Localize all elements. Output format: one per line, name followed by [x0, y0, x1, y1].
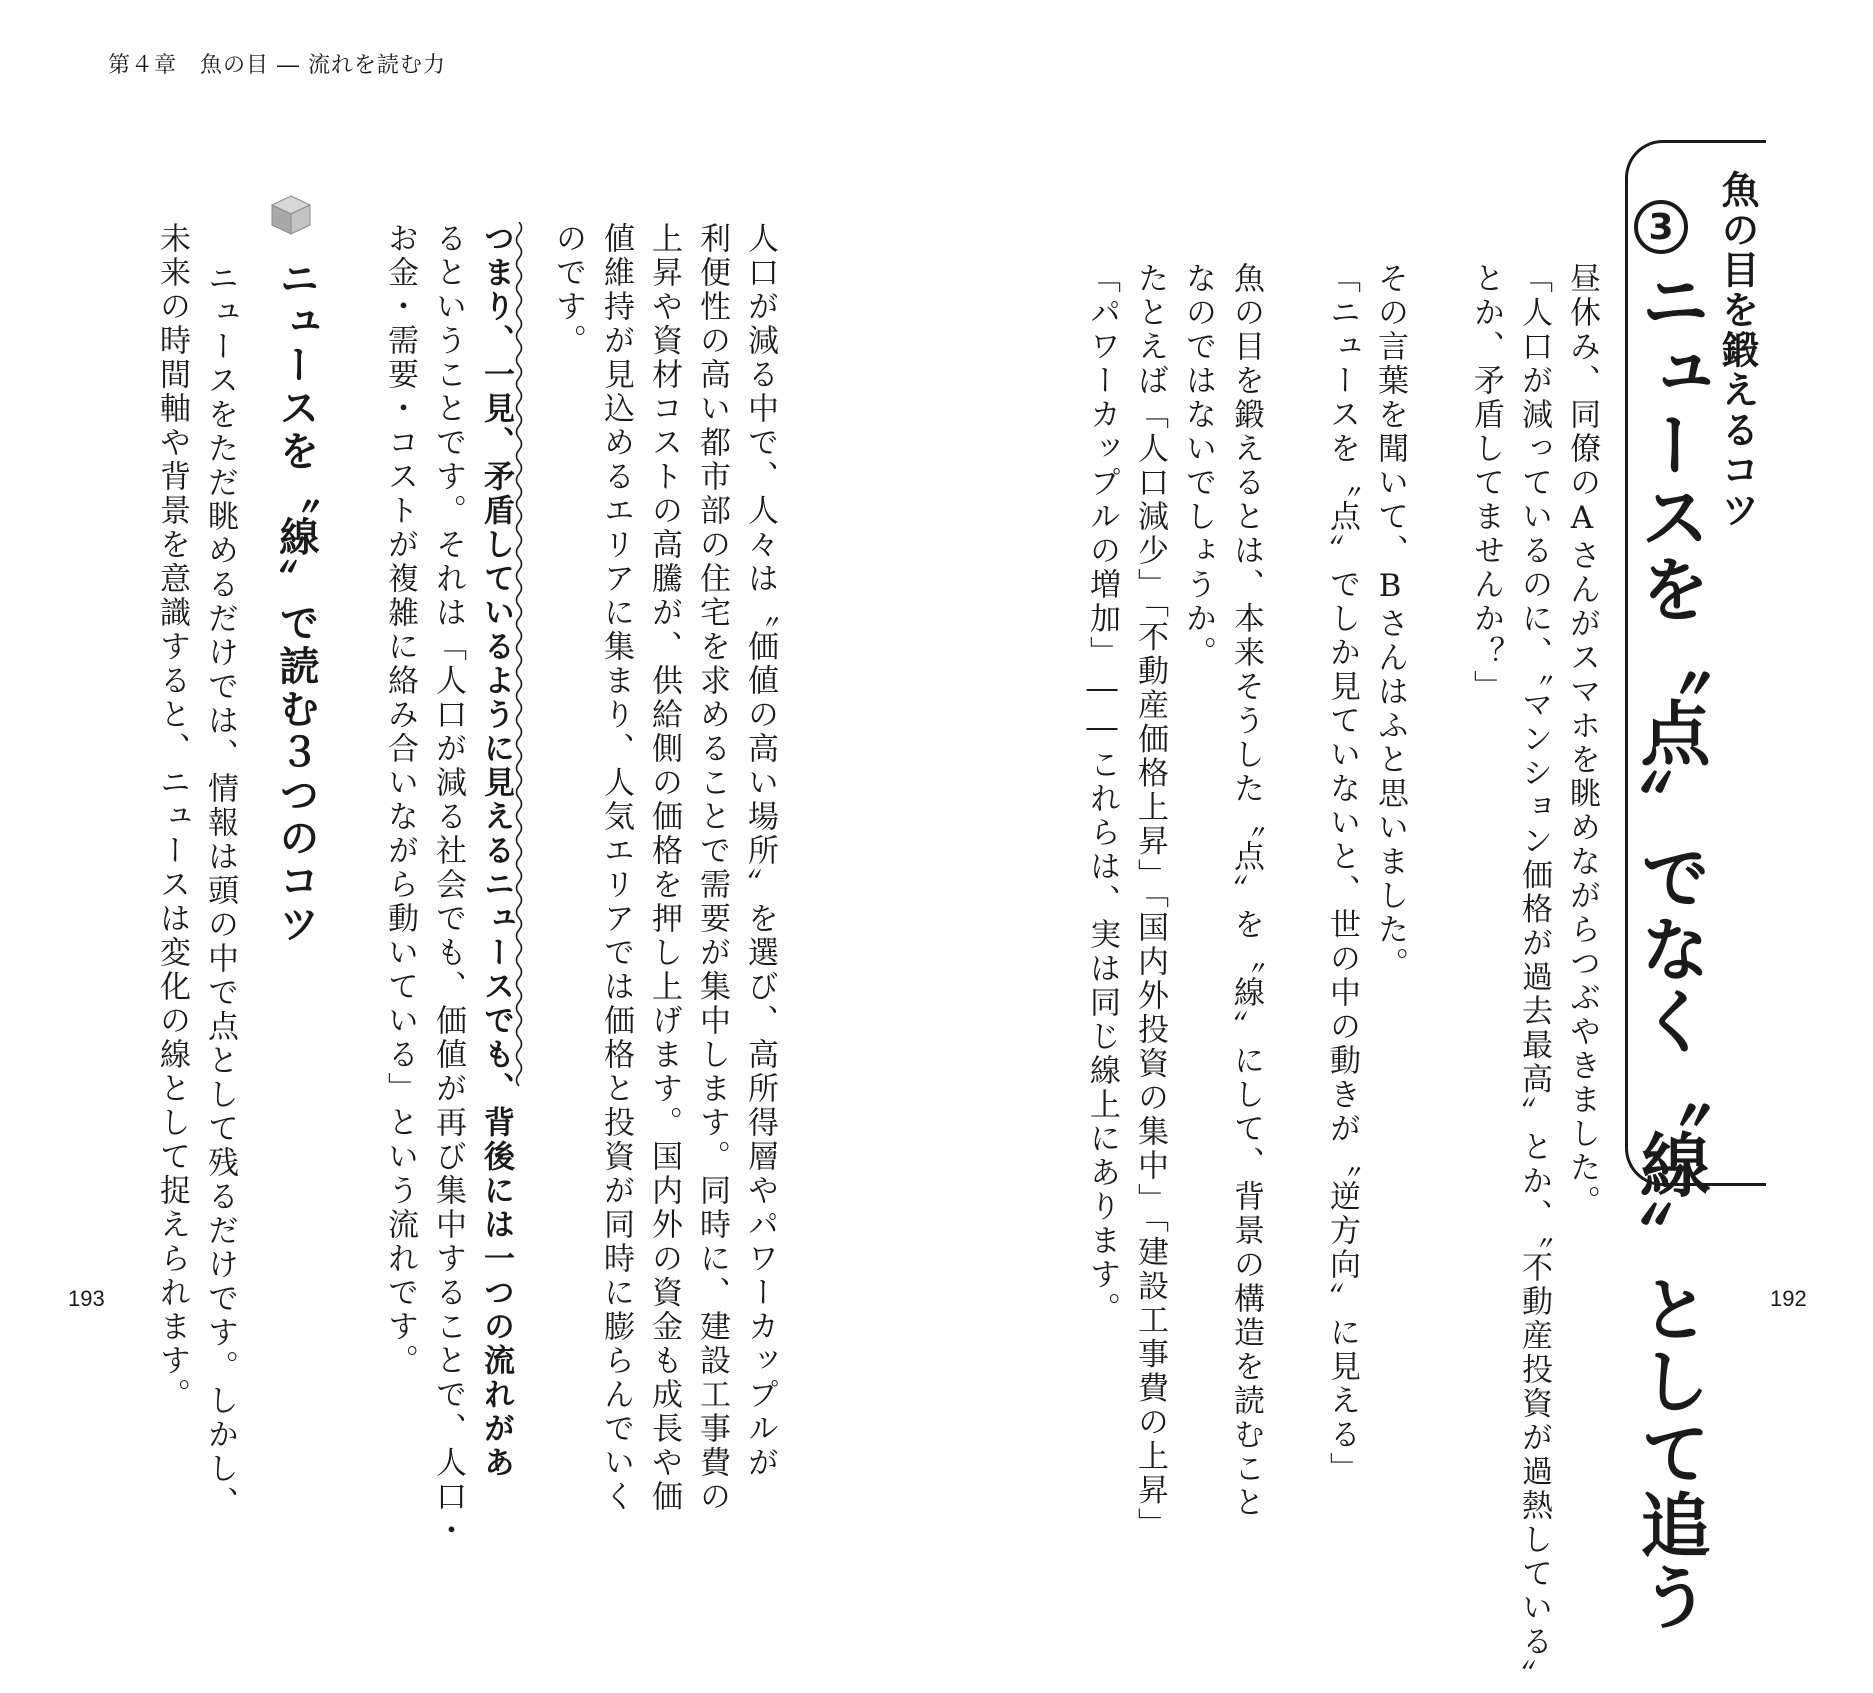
- body-column: 「人口が減っているのに、〝マンション価格が過去最高〟とか、〝不動産投資が過熱している〟: [1516, 262, 1552, 1693]
- page-number-left: 193: [68, 1286, 105, 1311]
- body-column: 上昇や資材コストの高騰が、供給側の価格を押し上げます。国内外の資金も成長や価: [646, 222, 682, 1514]
- body-column: お金・需要・コストが複雑に絡み合いながら動いている」という流れです。: [382, 222, 418, 1378]
- body-column: 未来の時間軸や背景を意識すると、ニュースは変化の線として捉えられます。: [154, 222, 190, 1412]
- subheading: ニュースを〝線〟で読む３つのコツ: [273, 258, 319, 946]
- body-column: 魚の目を鍛えるとは、本来そうした〝点〟を〝線〟にして、背景の構造を読むこと: [1228, 262, 1264, 1520]
- body-column: のです。: [550, 222, 586, 358]
- page-number-right: 192: [1770, 1286, 1807, 1311]
- emphasis-column: つまり、一見、矛盾しているように見えるニュースでも、背後には一つの流れがあ: [478, 222, 514, 1480]
- body-column: 値維持が見込めるエリアに集まり、人気エリアでは価格と投資が同時に膨らんでいく: [598, 222, 634, 1514]
- body-column: 昼休み、同僚のAさんがスマホを眺めながらつぶやきました。: [1564, 262, 1600, 1219]
- body-column: るということです。それは「人口が減る社会でも、価値が再び集中することで、人口・: [430, 222, 466, 1548]
- wavy-underline: [514, 222, 524, 1202]
- section-kicker: 魚の目を鍛えるコツ: [1715, 170, 1759, 530]
- body-column: とか、矛盾してませんか？」: [1468, 262, 1504, 704]
- body-column: なのではないでしょうか。: [1180, 262, 1216, 670]
- cube-icon: [270, 194, 312, 236]
- section-title: ニュースを〝点〟でなく〝線〟として追う: [1629, 265, 1711, 1633]
- body-column: 人口が減る中で、人々は〝価値の高い場所〟を選び、高所得層やパワーカップルが: [742, 222, 778, 1480]
- body-column: 「ニュースを〝点〟でしか見ていないと、世の中の動きが〝逆方向〟に見える」: [1324, 262, 1360, 1486]
- running-head: 第４章 魚の目 ― 流れを読む力: [108, 53, 446, 78]
- body-column: ニュースをただ眺めるだけでは、情報は頭の中で点として残るだけです。しかし、: [202, 262, 238, 1520]
- section-number-badge: 3: [1634, 200, 1688, 254]
- body-column: たとえば「人口減少」「不動産価格上昇」「国内外投資の集中」「建設工事費の上昇」: [1132, 262, 1168, 1542]
- body-column: 利便性の高い都市部の住宅を求めることで需要が集中します。同時に、建設工事費の: [694, 222, 730, 1514]
- body-column: 「パワーカップルの増加」――これらは、実は同じ線上にあります。: [1084, 262, 1120, 1326]
- body-column: その言葉を聞いて、Bさんはふと思いました。: [1372, 262, 1408, 981]
